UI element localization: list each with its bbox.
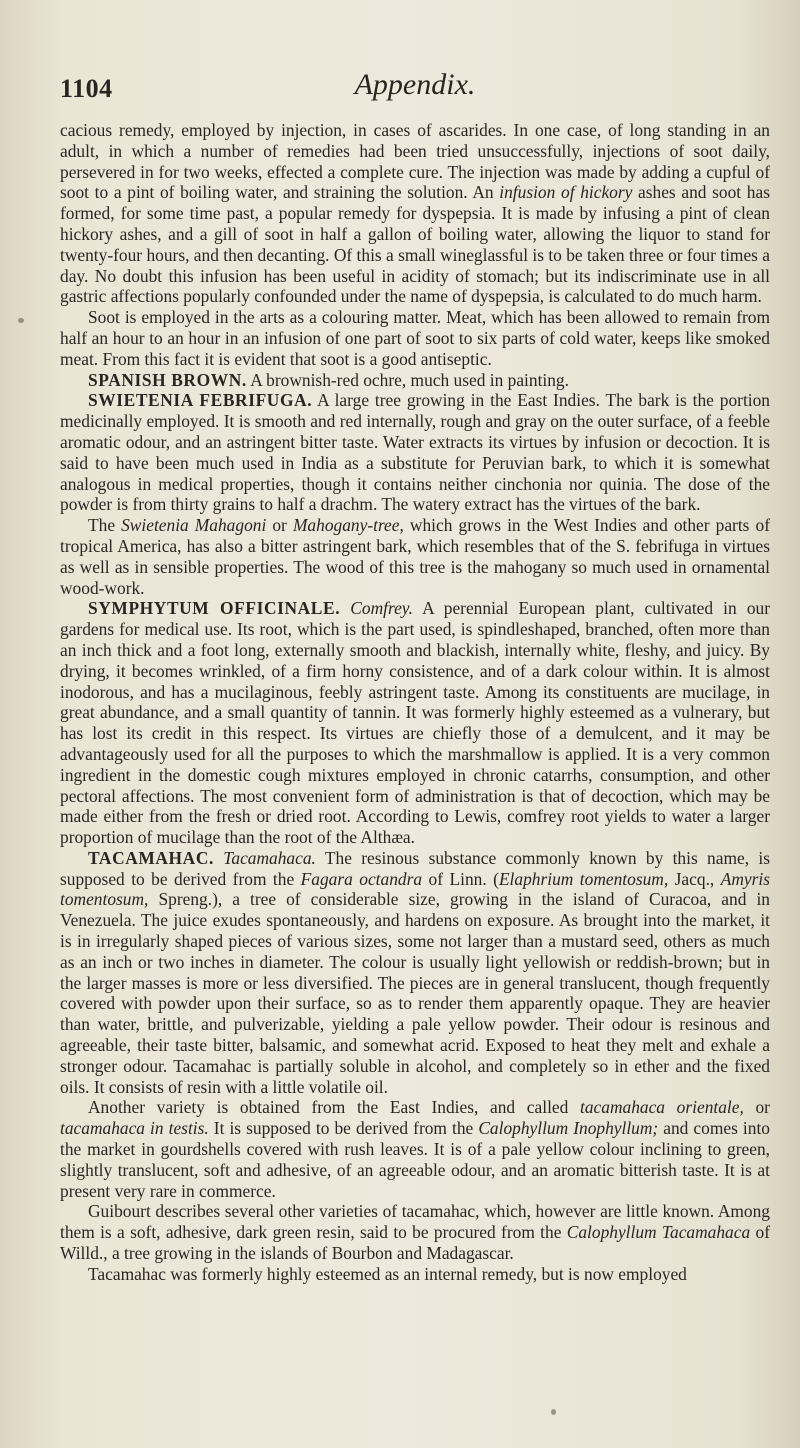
foxing-spot — [551, 1409, 556, 1415]
text-run — [214, 848, 223, 868]
text-run: Tacamahac was formerly highly esteemed as an internal remedy, but is now employed — [88, 1263, 687, 1284]
text-run: of Willd., a tree growing in the islands of Bourbon and Madagascar. — [60, 1222, 770, 1264]
italic-text: Tacamahaca. — [223, 847, 316, 868]
text-run: cacious remedy, employed by injection, in cases of ascarides. In one case, of long standing in an adult, in which a number of remedies had been tried unsuccessfully, injections of soot daily, persevered in for two weeks, effected a complete cure. The injection was made by adding a cupful of soot to a pint of boiling water, and straining the solution. An — [60, 120, 770, 203]
italic-text: Elaphrium tomentosum, — [498, 868, 669, 889]
text-run: Another variety is obtained from the East Indies, and called — [88, 1097, 580, 1118]
page-number: 1104 — [60, 74, 113, 103]
text-run: which grows in the West Indies and other parts of tropical America, has also a bitter astringent bark, which resembles that of the S. febrifuga in virtues as well as in sensible properties. The wood of this tree is the mahogany so much used in ornamental wood-work. — [60, 515, 770, 598]
text-run: A perennial European plant, cultivated in our gardens for medical use. Its root, which is the part used, is spindleshaped, branched, often more than an inch thick and a foot long, externally smooth and blackish, internally white, fleshy, and juicy. By drying, it becomes wrinkled, of a firm horny consistence, and of a dark colour within. It is almost inodorous, and has a mucilaginous, feebly astringent taste. Among its constituents are mucilage, in great abundance, and a small quantity of tannin. It was formerly highly esteemed as a vulnerary, but has lost its credit in this respect. Its virtues are chiefly those of a demulcent, and it may be advantageously used for all the purposes to which the marshmallow is applied. It is a very common ingredient in the domestic cough mixtures employed in chronic catarrhs, consumption, and other pectoral affections. The most convenient form of administration is that of decoction, which may be made either from the fresh or dried root. According to Lewis, comfrey root yields to water a larger proportion of mucilage than the root of the Althæa. — [60, 598, 770, 848]
paragraph — [60, 390, 770, 515]
text-run: Jacq., — [668, 868, 721, 889]
page-header — [60, 68, 770, 110]
paragraph — [60, 1201, 770, 1263]
text-run: The resinous substance commonly known by this name, is supposed to be derived from the — [60, 847, 770, 889]
paragraph — [60, 307, 770, 369]
text-run: and comes into the market in gourdshells covered with rush leaves. It is of a pale yellow colour inclining to green, slightly translucent, soft and adhesive, of an agreeable odour, and an aromatic bitterish taste. It is at present very rare in commerce. — [60, 1118, 770, 1201]
italic-text: infusion of hickory — [499, 182, 633, 203]
italic-text: Comfrey. — [350, 598, 413, 619]
entry-heading: SYMPHYTUM OFFICINALE. — [88, 598, 341, 619]
text-run: A large tree growing in the East Indies. The bark is the portion medicinally employed. It is smooth and red internally, rough and gray on the outer surface, of a feeble aromatic odour, and an astringent bitter taste. Water extracts its virtues by infusion or decoction. It is said to have been much used in India as a substitute for Peruvian bark, to which it is somewhat analogous in medical properties, though it contains neither cinchonia nor quinia. The dose of the powder is from thirty grains to half a drachm. The watery extract has the virtues of the bark. — [60, 390, 770, 515]
text-run — [340, 598, 350, 618]
paragraph — [60, 848, 770, 1098]
foxing-spot — [18, 318, 24, 323]
running-title: Appendix. — [354, 68, 476, 101]
text-run: or — [266, 515, 293, 536]
italic-text: Fagara octandra — [300, 868, 423, 889]
text-run: It is supposed to be derived from the — [208, 1118, 479, 1139]
paragraph — [60, 370, 770, 391]
text-run: of Linn. ( — [422, 868, 499, 889]
italic-text: Mahogany-tree, — [292, 515, 404, 536]
text-run: ashes and soot has formed, for some time past, a popular remedy for dyspepsia. It is made by infusing a pint of clean hickory ashes, and a gill of soot in half a gallon of boiling water, allowing the liquor to stand for twenty-four hours, and then decanting. Of this a small wineglassful is to be taken three or four times a day. No doubt this infusion has been useful in acidity of stomach; but its indiscriminate use in all gastric affections popularly confounded under the name of dyspepsia, is calculated to do much harm. — [60, 182, 770, 307]
italic-text: Calophyllum Tacamahaca — [566, 1222, 751, 1243]
entry-heading: TACAMAHAC. — [88, 847, 214, 868]
italic-text: Amyris tomentosum, — [60, 868, 771, 910]
paragraph — [60, 120, 770, 307]
text-run: Soot is employed in the arts as a colouring matter. Meat, which has been allowed to remain from half an hour to an hour in an infusion of one part of soot to six parts of cold water, keeps like smoked meat. From this fact it is evident that soot is a good antiseptic. — [60, 307, 770, 369]
paragraph — [60, 1097, 770, 1201]
entry-heading: SPANISH BROWN. — [88, 369, 247, 390]
italic-text: tacamahaca orientale, — [580, 1097, 744, 1118]
paragraph — [60, 598, 770, 848]
text-run: Spreng.), a tree of considerable size, growing in the island of Curacoa, and in Venezuela. The juice exudes spontaneously, and hardens on exposure. As brought into the market, it is in irregularly shaped pieces of various sizes, some not larger than a mustard seed, others as much as an inch or two inches in diameter. The colour is usually light yellowish or reddish-brown; but in the larger masses is more or less diversified. The pieces are in general translucent, though frequently covered with powder upon their surface, so as to render them apparently opaque. They are heavier than water, brittle, and pulverizable, yielding a pale yellow powder. Their odour is resinous and agreeable, their taste bitter, balsamic, and somewhat acrid. Exposed to heat they melt and exhale a stronger odour. Tacamahac is partially soluble in alcohol, and completely so in ether and the fixed oils. It consists of resin with a little volatile oil. — [60, 889, 770, 1097]
paragraph — [60, 1264, 770, 1285]
entry-heading: SWIETENIA FEBRIFUGA. — [88, 390, 313, 411]
italic-text: Calophyllum Inophyllum; — [478, 1118, 659, 1139]
body-text — [60, 120, 770, 1285]
italic-text: Swietenia Mahagoni — [121, 515, 267, 536]
text-run: Guibourt describes several other varieties of tacamahac, which, however are little known. Among them is a soft, adhesive, dark green resin, said to be procured from the — [60, 1201, 770, 1243]
paragraph — [60, 515, 770, 598]
text-run: A brownish-red ochre, much used in painting. — [246, 369, 569, 390]
italic-text: tacamahaca in testis. — [60, 1118, 209, 1139]
text-run: or — [743, 1097, 770, 1118]
text-run: The — [88, 515, 122, 536]
